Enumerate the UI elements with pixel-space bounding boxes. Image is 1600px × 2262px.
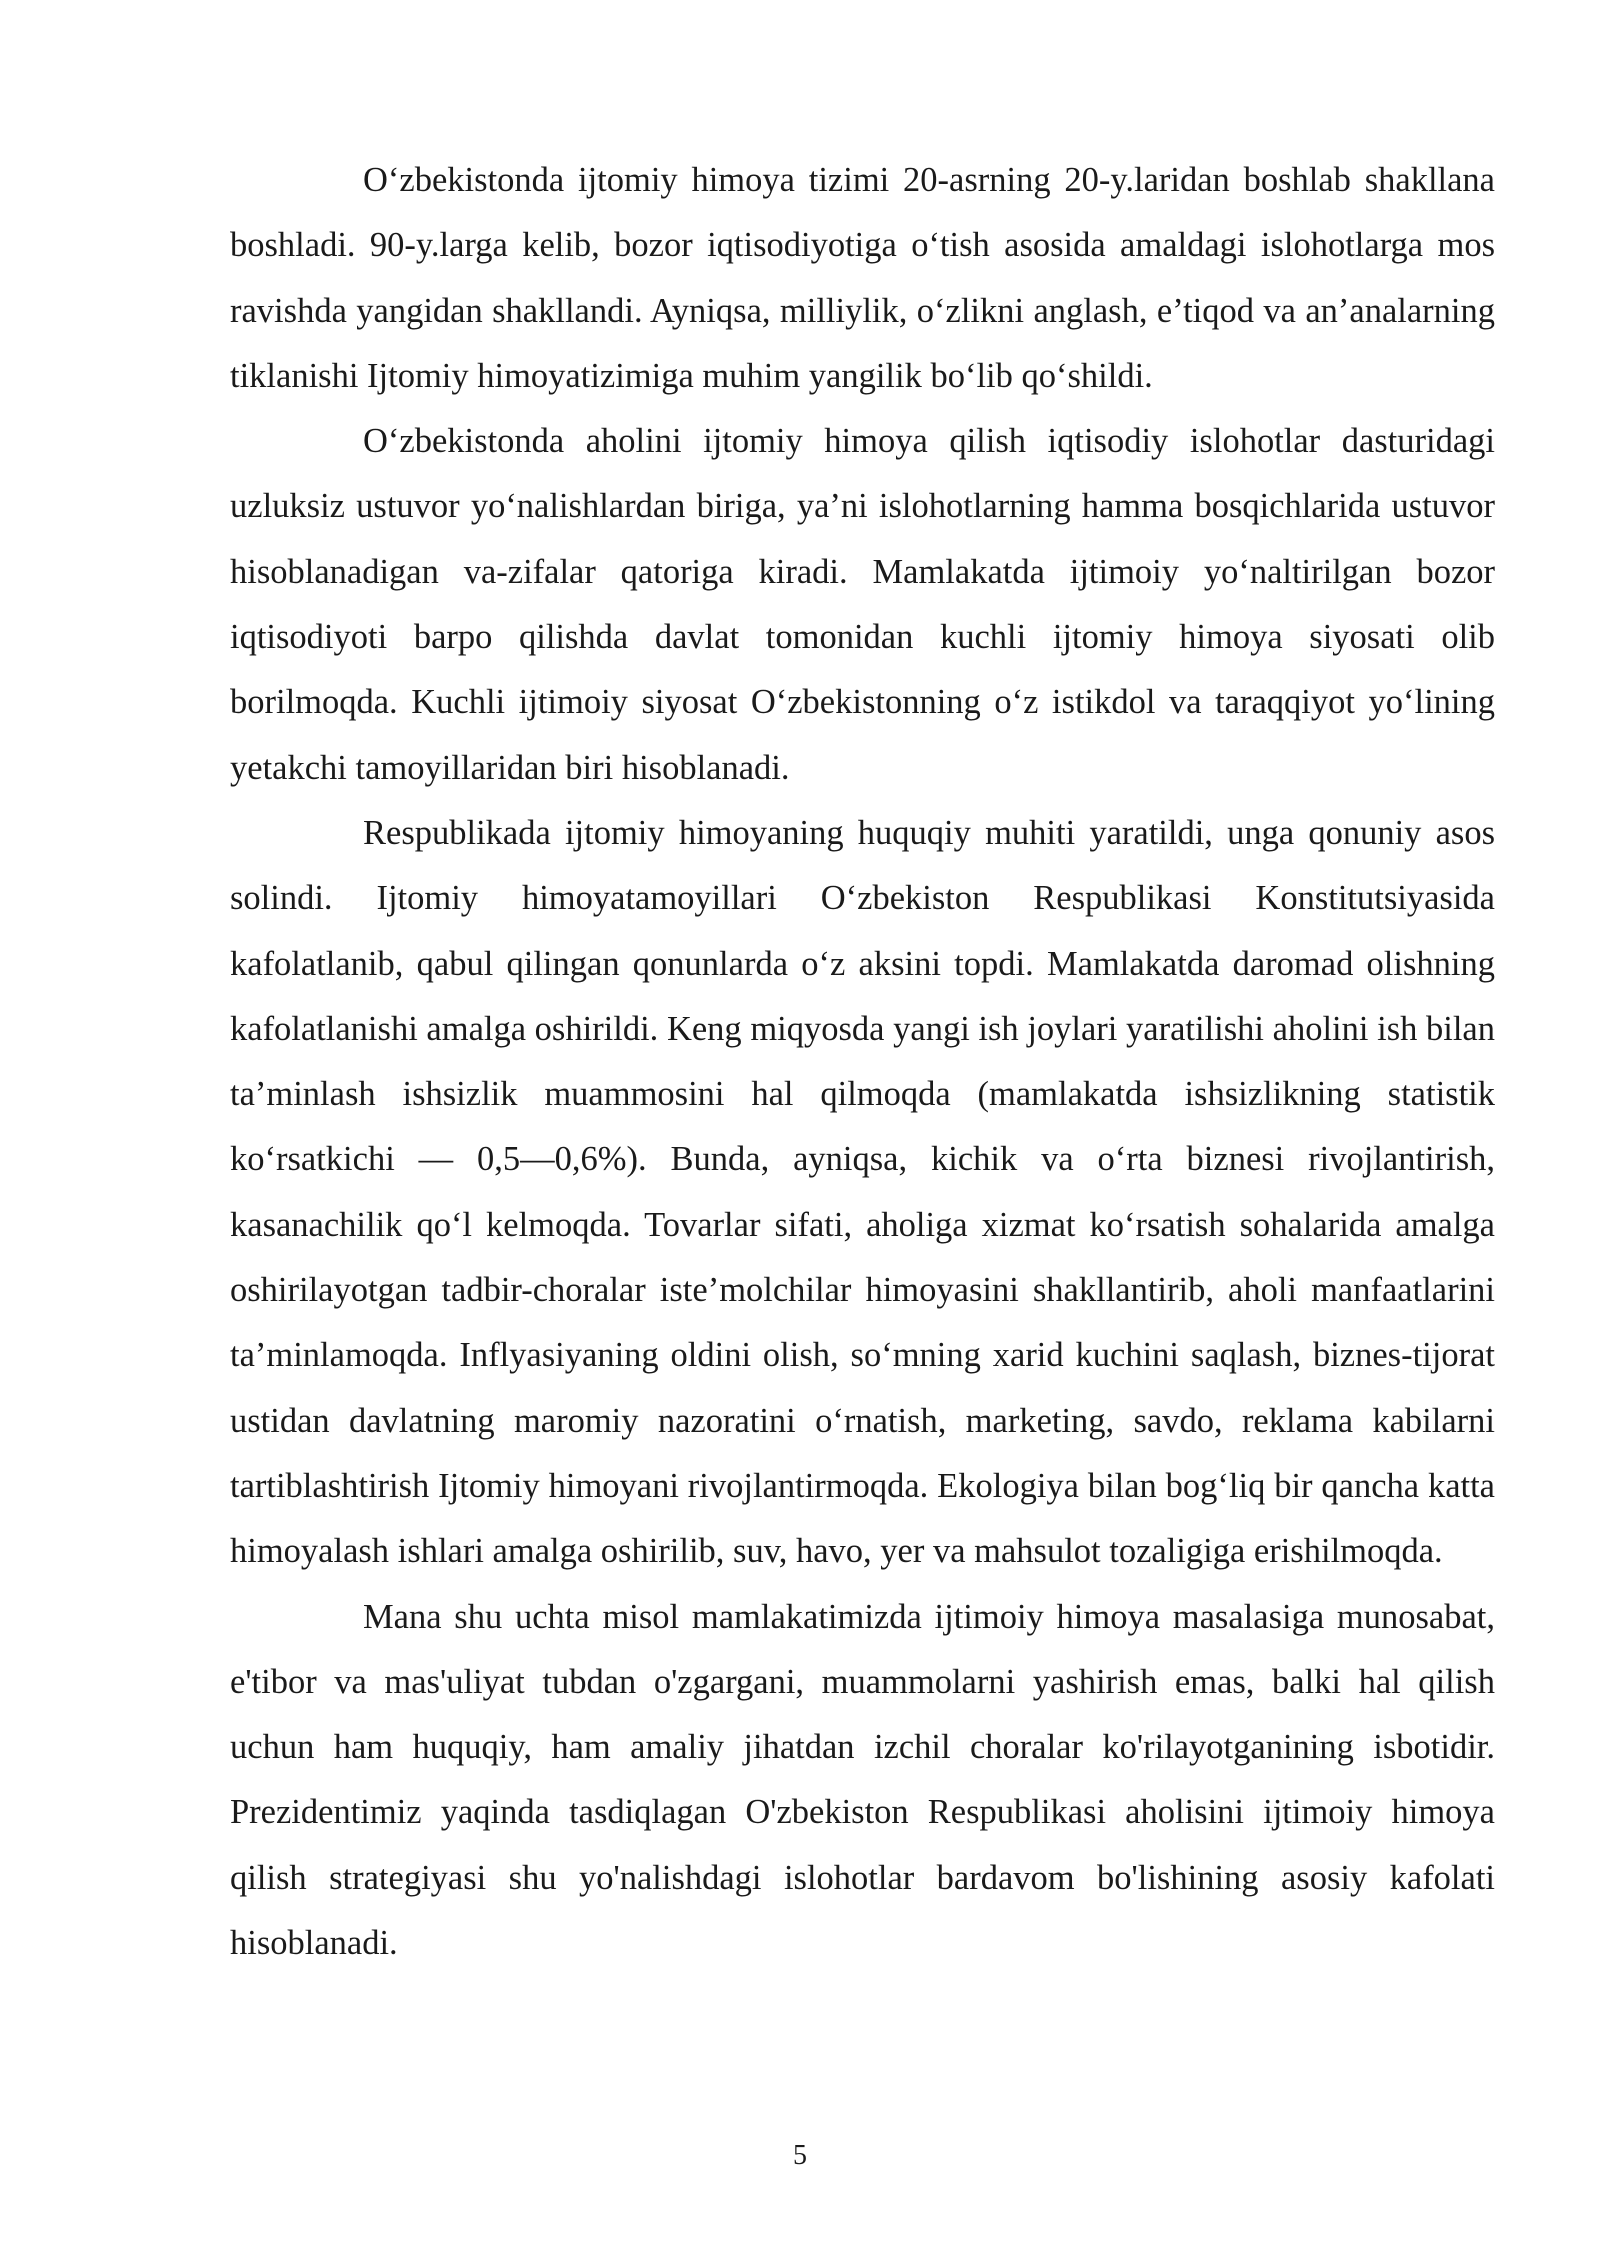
paragraph-3: Respublikada ijtomiy himoyaning huquqiy muhiti yaratildi, unga qonuniy asos solindi. Ijtomiy himoyatamoyillari O‘zbekiston Respublikasi Konstitutsiyasida kafolatlanib, qabul qilingan qonunlarda o‘z aksini topdi. Mamlakatda daromad olishning kafolatlanishi amalga oshirildi. Keng miqyosda yangi ish joylari yaratilishi aholini ish bilan ta’minlash ishsizlik muammosini hal qilmoqda (mamlakatda ishsizlikning statistik ko‘rsatkichi — 0,5—0,6%). Bunda, ayniqsa, kichik va o‘rta biznesi rivojlantirish, kasanachilik qo‘l kelmoqda. Tovarlar sifati, aholiga xizmat ko‘rsatish sohalarida amalga oshirilayotgan tadbir-choralar iste’molchilar himoyasini shakllantirib, aholi manfaatlarini ta’minlamoqda. Inflyasiyaning oldini olish, so‘mning xarid kuchini saqlash, biznes-tijorat ustidan davlatning maromiy nazoratini o‘rnatish, marketing, savdo, reklama kabilarni tartiblashtirish Ijtomiy himoyani rivojlantirmoqda. Ekologiya bilan bog‘liq bir qancha katta himoyalash ishlari amalga oshirilib, suv, havo, yer va mahsulot tozaligiga erishilmoqda. (230, 813, 1495, 1571)
page-number: 5 (793, 2140, 807, 2171)
paragraph-1: O‘zbekistonda ijtomiy himoya tizimi 20-asrning 20-y.laridan boshlab shakllana boshladi. 90-y.larga kelib, bozor iqtisodiyotiga o‘tish asosida amaldagi islohotlarga mos ravishda yangidan shakllandi. Ayniqsa, milliylik, o‘zlikni anglash, e’tiqod va an’analarning tiklanishi Ijtomiy himoyatizimiga muhim yangilik bo‘lib qo‘shildi. (230, 161, 1495, 395)
paragraph-4: Mana shu uchta misol mamlakatimizda ijtimoiy himoya masalasiga munosabat, e'tibor va mas'uliyat tubdan o'zgargani, muammolarni yashirish emas, balki hal qilish uchun ham huquqiy, ham amaliy jihatdan izchil choralar ko'rilayotganining isbotidir. Prezidentimiz yaqinda tasdiqlagan O'zbekiston Respublikasi aholisini ijtimoiy himoya qilish strategiyasi shu yo'nalishdagi islohotlar bardavom bo'lishining asosiy kafolati hisoblanadi. (230, 1597, 1495, 1963)
paragraph-2: O‘zbekistonda aholini ijtomiy himoya qilish iqtisodiy islohotlar dasturidagi uzluksiz ustuvor yo‘nalishlardan biriga, ya’ni islohotlarning hamma bosqichlarida ustuvor hisoblanadigan va-zifalar qatoriga kiradi. Mamlakatda ijtimoiy yo‘naltirilgan bozor iqtisodiyoti barpo qilishda davlat tomonidan kuchli ijtomiy himoya siyosati olib borilmoqda. Kuchli ijtimoiy siyosat O‘zbekistonning o‘z istikdol va taraqqiyot yo‘lining yetakchi tamoyillaridan biri hisoblanadi. (230, 422, 1495, 787)
body-text (230, 148, 1495, 1976)
